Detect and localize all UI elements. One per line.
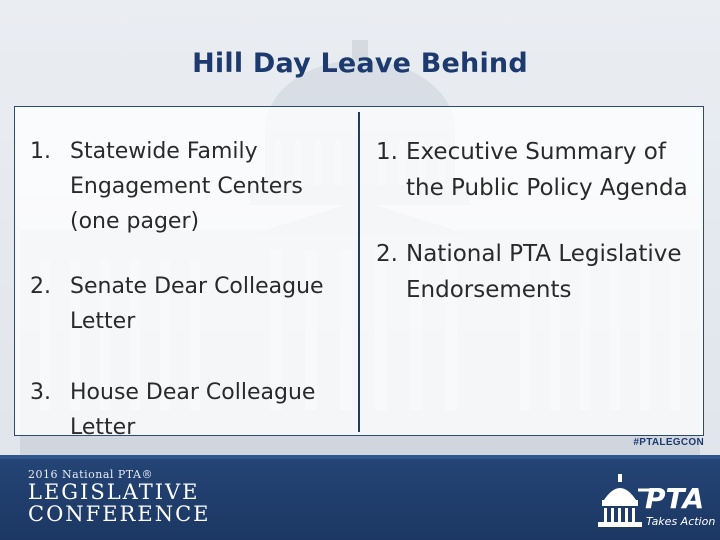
item-number: 2. xyxy=(376,241,398,267)
column-divider xyxy=(358,112,360,432)
pta-logo-word: PTA xyxy=(645,482,705,515)
conference-logo xyxy=(28,468,210,525)
item-number: 2. xyxy=(30,274,51,299)
list-item xyxy=(30,375,355,445)
list-item xyxy=(376,134,696,206)
item-number: 3. xyxy=(30,380,51,405)
conference-name-line2: CONFERENCE xyxy=(28,502,211,526)
item-text: Executive Summary of the Public Policy Agenda xyxy=(406,139,688,201)
slide-title: Hill Day Leave Behind xyxy=(192,48,528,79)
item-text: National PTA Legislative Endorsements xyxy=(406,241,682,303)
item-number: 1. xyxy=(376,139,398,165)
list-item xyxy=(30,134,355,239)
conference-year-label: 2016 National PTA® xyxy=(28,468,153,481)
list-item xyxy=(30,269,355,339)
footer-stripe xyxy=(0,455,720,459)
conference-name-line1: LEGISLATIVE xyxy=(28,480,200,504)
pta-tagline: Takes Action xyxy=(646,515,716,528)
right-column xyxy=(376,134,696,338)
hashtag: #PTALEGCON xyxy=(633,437,704,448)
item-text: Statewide Family Engagement Centers (one pager) xyxy=(70,139,303,234)
item-number: 1. xyxy=(30,139,51,164)
item-text: Senate Dear Colleague Letter xyxy=(70,274,324,334)
left-column xyxy=(30,134,355,475)
list-item xyxy=(376,236,696,308)
item-text: House Dear Colleague Letter xyxy=(70,380,316,440)
